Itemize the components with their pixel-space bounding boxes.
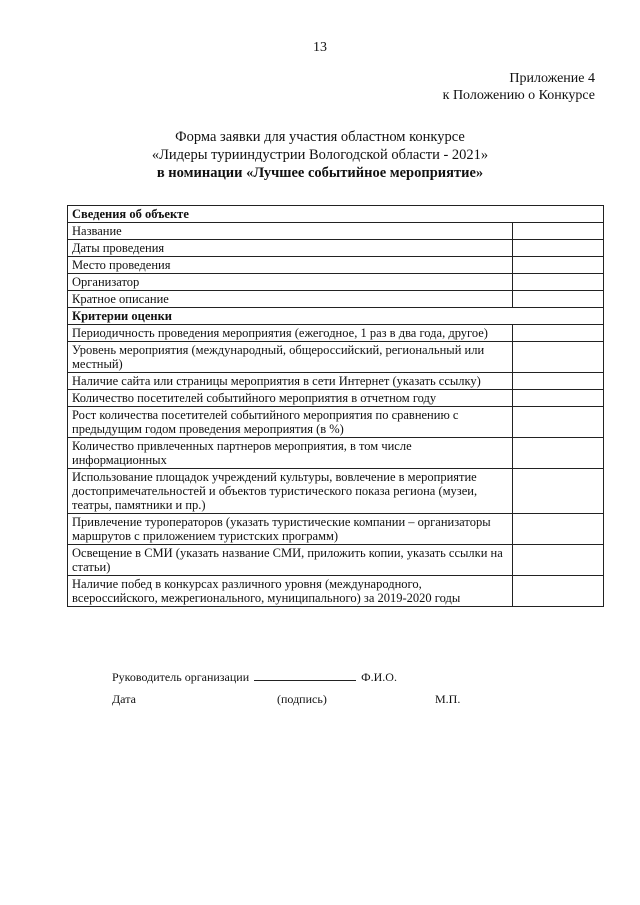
table-row — [68, 438, 604, 469]
section-heading: Сведения об объекте — [68, 206, 604, 223]
value-cell[interactable] — [513, 257, 604, 274]
value-cell[interactable] — [513, 514, 604, 545]
section-header-row — [68, 308, 604, 325]
application-form-table — [67, 205, 604, 607]
value-cell[interactable] — [513, 274, 604, 291]
form-title — [0, 128, 640, 182]
section-header-row — [68, 206, 604, 223]
row-label: Уровень мероприятия (международный, общероссийский, региональный или местный) — [68, 342, 513, 373]
value-cell[interactable] — [513, 373, 604, 390]
row-label: Кратное описание — [68, 291, 513, 308]
value-cell[interactable] — [513, 407, 604, 438]
value-cell[interactable] — [513, 291, 604, 308]
table-row — [68, 325, 604, 342]
signature-blank — [254, 680, 356, 681]
table-row — [68, 545, 604, 576]
table-row — [68, 576, 604, 607]
row-label: Количество посетителей событийного мероприятия в отчетном году — [68, 390, 513, 407]
stamp-label: М.П. — [435, 692, 461, 706]
appendix-line-1: Приложение 4 — [509, 71, 595, 86]
value-cell[interactable] — [513, 576, 604, 607]
date-label: Дата — [112, 692, 136, 706]
appendix-reference — [443, 70, 595, 104]
row-label: Даты проведения — [68, 240, 513, 257]
row-label: Место проведения — [68, 257, 513, 274]
signature-line — [112, 670, 397, 685]
table-row — [68, 469, 604, 514]
row-label: Периодичность проведения мероприятия (ежегодное, 1 раз в два года, другое) — [68, 325, 513, 342]
row-label: Использование площадок учреждений культуры, вовлечение в мероприятие достопримечательностей и объектов туристического показа региона (музеи, театры, памятники и пр.) — [68, 469, 513, 514]
value-cell[interactable] — [513, 390, 604, 407]
section-heading: Критерии оценки — [68, 308, 604, 325]
head-label: Руководитель организации — [112, 670, 250, 684]
signature-caption: (подпись) — [277, 692, 327, 706]
table-row — [68, 274, 604, 291]
value-cell[interactable] — [513, 545, 604, 576]
fio-label: Ф.И.О. — [361, 670, 397, 684]
table-row — [68, 373, 604, 390]
appendix-line-2: к Положению о Конкурсе — [442, 88, 595, 103]
row-label: Количество привлеченных партнеров мероприятия, в том числе информационных — [68, 438, 513, 469]
row-label: Освещение в СМИ (указать название СМИ, приложить копии, указать ссылки на статьи) — [68, 545, 513, 576]
table-row — [68, 390, 604, 407]
value-cell[interactable] — [513, 342, 604, 373]
table-row — [68, 407, 604, 438]
table-row — [68, 240, 604, 257]
form-title-line-2: «Лидеры турииндустрии Вологодской области - 2021» — [151, 147, 489, 163]
row-label: Наличие побед в конкурсах различного уровня (международного, всероссийского, межрегионального, муниципального) за 2019-2020 годы — [68, 576, 513, 607]
value-cell[interactable] — [513, 325, 604, 342]
value-cell[interactable] — [513, 469, 604, 514]
row-label: Название — [68, 223, 513, 240]
table-row — [68, 342, 604, 373]
value-cell[interactable] — [513, 240, 604, 257]
value-cell[interactable] — [513, 223, 604, 240]
table-row — [68, 257, 604, 274]
row-label: Рост количества посетителей событийного мероприятия по сравнению с предыдущим годом проведения мероприятия (в %) — [68, 407, 513, 438]
row-label: Организатор — [68, 274, 513, 291]
table-row — [68, 291, 604, 308]
table-row — [68, 223, 604, 240]
table-row — [68, 514, 604, 545]
row-label: Наличие сайта или страницы мероприятия в сети Интернет (указать ссылку) — [68, 373, 513, 390]
row-label: Привлечение туроператоров (указать туристические компании – организаторы маршрутов с приложением туристских программ) — [68, 514, 513, 545]
value-cell[interactable] — [513, 438, 604, 469]
page-number: 13 — [313, 40, 327, 55]
form-title-line-1: Форма заявки для участия областном конкурсе — [175, 129, 465, 145]
form-title-nomination: в номинации «Лучшее событийное мероприятие» — [156, 165, 484, 181]
